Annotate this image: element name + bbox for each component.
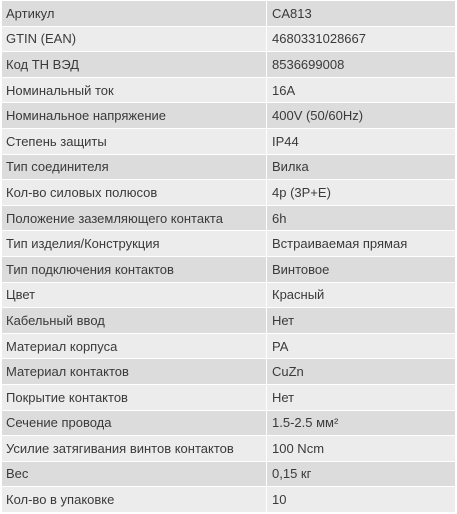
spec-row <box>2 77 456 103</box>
spec-value: Встраиваемая прямая <box>267 231 456 257</box>
spec-value: Нет <box>267 384 456 410</box>
spec-value: 0,15 кг <box>267 461 456 487</box>
spec-row <box>2 359 456 385</box>
spec-value: PA <box>267 333 456 359</box>
spec-name: Номинальное напряжение <box>2 103 267 129</box>
spec-name: Материал корпуса <box>2 333 267 359</box>
spec-value: 1.5-2.5 мм² <box>267 410 456 436</box>
spec-value: Винтовое <box>267 256 456 282</box>
spec-name: Тип соединителя <box>2 154 267 180</box>
spec-row <box>2 282 456 308</box>
spec-name: Покрытие контактов <box>2 384 267 410</box>
spec-value: 10 <box>267 487 456 513</box>
spec-name: Цвет <box>2 282 267 308</box>
spec-name: Артикул <box>2 1 267 27</box>
spec-name: GTIN (EAN) <box>2 26 267 52</box>
spec-name: Усилие затягивания винтов контактов <box>2 436 267 462</box>
spec-name: Код ТН ВЭД <box>2 52 267 78</box>
spec-name: Номинальный ток <box>2 77 267 103</box>
spec-value: 4680331028667 <box>267 26 456 52</box>
spec-value: CuZn <box>267 359 456 385</box>
spec-name: Вес <box>2 461 267 487</box>
spec-value: 4p (3P+E) <box>267 180 456 206</box>
spec-row <box>2 1 456 27</box>
spec-name: Тип подключения контактов <box>2 256 267 282</box>
spec-row <box>2 410 456 436</box>
spec-value: Вилка <box>267 154 456 180</box>
spec-row <box>2 180 456 206</box>
spec-row <box>2 461 456 487</box>
spec-value: 16A <box>267 77 456 103</box>
specifications-body <box>2 1 456 513</box>
spec-row <box>2 436 456 462</box>
spec-row <box>2 103 456 129</box>
specifications-table <box>1 0 456 513</box>
spec-row <box>2 487 456 513</box>
spec-value: Красный <box>267 282 456 308</box>
spec-name: Сечение провода <box>2 410 267 436</box>
spec-row <box>2 333 456 359</box>
spec-name: Кол-во силовых полюсов <box>2 180 267 206</box>
spec-row <box>2 52 456 78</box>
spec-name: Кабельный ввод <box>2 308 267 334</box>
spec-row <box>2 154 456 180</box>
spec-row <box>2 308 456 334</box>
spec-name: Тип изделия/Конструкция <box>2 231 267 257</box>
spec-name: Кол-во в упаковке <box>2 487 267 513</box>
spec-value: IP44 <box>267 128 456 154</box>
spec-name: Степень защиты <box>2 128 267 154</box>
spec-name: Материал контактов <box>2 359 267 385</box>
spec-row <box>2 256 456 282</box>
spec-row <box>2 231 456 257</box>
spec-value: Нет <box>267 308 456 334</box>
spec-value: 100 Ncm <box>267 436 456 462</box>
spec-value: 8536699008 <box>267 52 456 78</box>
spec-row <box>2 26 456 52</box>
spec-name: Положение заземляющего контакта <box>2 205 267 231</box>
spec-row <box>2 384 456 410</box>
spec-value: 6h <box>267 205 456 231</box>
spec-value: 400V (50/60Hz) <box>267 103 456 129</box>
spec-value: CA813 <box>267 1 456 27</box>
spec-row <box>2 128 456 154</box>
spec-row <box>2 205 456 231</box>
